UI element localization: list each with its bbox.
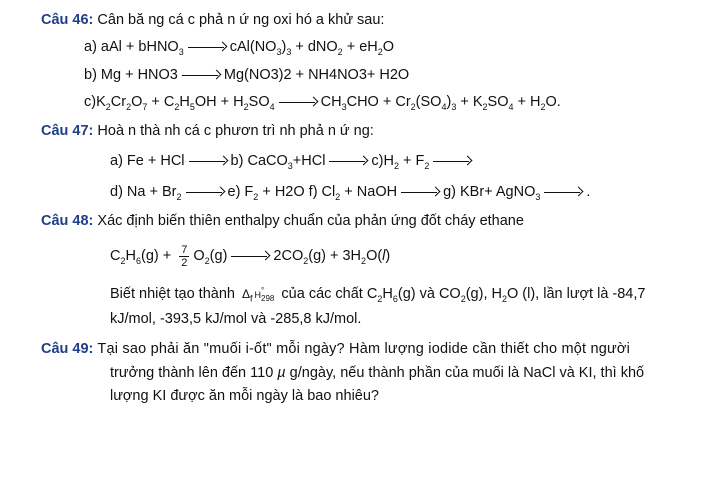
reaction-arrow-icon — [433, 156, 471, 166]
q47-heading — [41, 122, 374, 140]
q49-line1: Tại sao phải ăn "muối i-ốt" mỗi ngày? Hàm lượng iodide cần thiết cho một người — [97, 341, 631, 357]
q46-heading — [41, 11, 384, 29]
q47-title: Hoà n thà nh cá c phươn trì nh phả n ứ ng: — [97, 123, 374, 139]
q46-eq-a: a) aAl + bHNO$_3$ $cAl(NO_3)_3 + dNO_2 + eH_2O$ — [84, 39, 395, 57]
q46-eq-b: b) Mg + HNO3 Mg(NO3)2 + NH4NO3+ H2O — [84, 67, 410, 83]
q49-heading — [41, 340, 720, 358]
q46-title: Cân bă ng cá c phả n ứ ng oxi hó a khử sau: — [97, 12, 385, 28]
q48-heading — [41, 212, 524, 230]
q46-label: Câu 46: — [41, 12, 94, 28]
fraction-seven-halves: $\frac{7}{2}$ — [181, 243, 188, 269]
q49-label: Câu 49: — [41, 341, 94, 357]
reaction-arrow-icon — [231, 251, 269, 261]
q48-text-line1: Biết nhiệt tạo thành $\Delta_f$ H ° 298 của các chất $C_2H_6(g)$ và $CO_2(g)$, $H_2O$ (l), lần lượt là -84,7 — [110, 285, 646, 304]
q48-text-line2: kJ/mol, -393,5 kJ/mol và -285,8 kJ/mol. — [110, 311, 362, 327]
reaction-arrow-icon — [401, 187, 439, 197]
q46-eq-c: $c)K_2Cr_2O_7 + C_2H_5OH + H_2SO_4$ $CH_3CHO + Cr_2(SO_4)_3 + K_2SO_4 + H_2O$. — [84, 94, 561, 112]
q49-line3: lượng KI được ăn mỗi ngày là bao nhiêu? — [110, 388, 379, 404]
reaction-arrow-icon — [329, 156, 367, 166]
reaction-arrow-icon — [188, 42, 226, 52]
q49-line2: trưởng thành lên đến 110 µ g/ngày, nếu thành phần của muối là NaCl và KI, thì khố — [110, 365, 645, 381]
reaction-arrow-icon — [186, 187, 224, 197]
q47-label: Câu 47: — [41, 123, 94, 139]
reaction-arrow-icon — [544, 187, 582, 197]
q48-label: Câu 48: — [41, 213, 94, 229]
reaction-arrow-icon — [182, 70, 220, 80]
q47-row1: a) Fe + HCl b) CaCO$_3$+HCl $c)H_2 + F_2$ — [110, 152, 475, 175]
q48-title: Xác định biến thiên enthalpy chuẩn của phản ứng đốt cháy ethane — [97, 213, 524, 229]
reaction-arrow-icon — [279, 97, 317, 107]
reaction-arrow-icon — [189, 156, 227, 166]
delta-h-symbol: $\Delta_f$ H ° 298 — [242, 285, 275, 304]
q48-equation: $C_2H_6(g)$ + $\frac{7}{2}$ $O_2(g) 2CO_2(g) + 3H_2O(l)$ — [110, 243, 391, 269]
q47-row2: d) $Na + Br_2$ e) $F_2 + H2O$ f) $Cl_2$ + NaOH g) KBr+ AgNO$_3$ . — [110, 184, 591, 202]
